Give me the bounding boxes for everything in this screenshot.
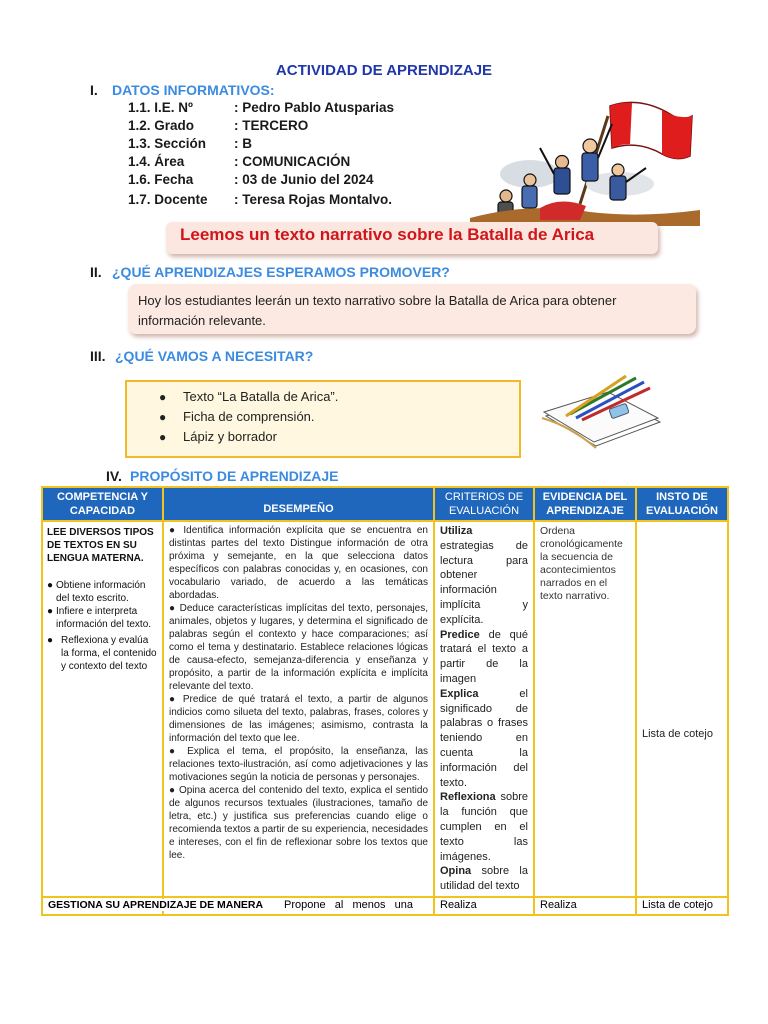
activity-banner: Leemos un texto narrativo sobre la Batalla de Arica bbox=[166, 222, 658, 254]
section-3-number: III. bbox=[90, 348, 106, 364]
document-title: ACTIVIDAD DE APRENDIZAJE bbox=[275, 62, 493, 79]
info-label: 1.4. Área bbox=[128, 154, 185, 169]
section-4-title: PROPÓSITO DE APRENDIZAJE bbox=[130, 468, 339, 484]
header-evidencia: EVIDENCIA DEL APRENDIZAJE bbox=[534, 487, 636, 521]
criterio-item: Reflexiona sobre la función que cumplen en el texto las imágenes. bbox=[440, 791, 528, 863]
material-item: ● Ficha de comprensión. bbox=[183, 407, 338, 427]
desempeno-item: ● Explica el tema, el propósito, la enseñanza, las relaciones texto-ilustración, así como adjetivaciones y las motivaciones según la noticia de personas y personajes. bbox=[169, 746, 429, 783]
info-row-grado bbox=[128, 118, 309, 133]
table-header-row bbox=[42, 487, 728, 521]
bullet-icon: ● bbox=[159, 390, 167, 404]
battle-illustration bbox=[470, 84, 700, 226]
section-2-title: ¿QUÉ APRENDIZAJES ESPERAMOS PROMOVER? bbox=[112, 264, 450, 280]
section-3-title: ¿QUÉ VAMOS A NECESITAR? bbox=[115, 348, 314, 364]
last-row-desempeno: Propone al menos una bbox=[163, 897, 434, 915]
pencils-paper-illustration bbox=[540, 372, 664, 450]
desempeno-item: ● Predice de qué tratará el texto, a partir de algunos indicios como silueta del texto, palabras, frases, colores y dimensiones de las imágenes; asimismo, contrasta la información del texto que lee. bbox=[169, 694, 429, 744]
desempeno-item: ● Identifica información explícita que se encuentra en distintas partes del texto Distingue información de otra próxima y semejante, en la que selecciona datos específicos con palabras conocidas y, en ocasiones, con vocabulario variado, de acuerdo a las temáticas abordadas. bbox=[169, 525, 428, 601]
last-row-competencia: GESTIONA SU APRENDIZAJE DE MANERA bbox=[42, 897, 163, 915]
info-value: : COMUNICACIÓN bbox=[234, 154, 351, 169]
table-row bbox=[42, 897, 728, 915]
competencia-title: LEE DIVERSOS TIPOS DE TEXTOS EN SU LENGUA MATERNA. bbox=[47, 527, 154, 564]
bullet-icon: ● bbox=[159, 410, 167, 424]
capacidad-item: ● Obtiene información del texto escrito. bbox=[47, 580, 146, 604]
table-row bbox=[42, 521, 728, 897]
info-label: 1.3. Sección bbox=[128, 136, 207, 151]
info-row-ie bbox=[128, 100, 395, 115]
instrumento-cell bbox=[636, 521, 728, 897]
purpose-box: Hoy los estudiantes leerán un texto narrativo sobre la Batalla de Arica para obtener información relevante. bbox=[128, 284, 696, 334]
capacidad-item: ● Reflexiona y evalúa la forma, el contenido y contexto del texto bbox=[47, 635, 157, 672]
criterio-item: Utiliza estrategias de lectura para obtener información implícita y explícita. bbox=[440, 525, 528, 626]
info-label: 1.2. Grado bbox=[128, 118, 195, 133]
info-value: : 03 de Junio del 2024 bbox=[234, 172, 374, 187]
bullet-icon: ● bbox=[159, 430, 167, 444]
material-item: ● Lápiz y borrador bbox=[183, 427, 338, 447]
criterio-item: Explica el significado de palabras o frases teniendo en cuenta la información del texto. bbox=[440, 687, 528, 789]
info-row-area bbox=[128, 154, 351, 169]
info-label: 1.6. Fecha bbox=[128, 172, 194, 187]
desempeno-cell bbox=[163, 521, 434, 897]
info-value: : Teresa Rojas Montalvo. bbox=[234, 192, 393, 207]
learning-purpose-table bbox=[41, 486, 729, 916]
info-label: 1.1. I.E. Nº bbox=[128, 100, 193, 115]
section-4-heading bbox=[106, 468, 338, 484]
info-row-fecha bbox=[128, 172, 374, 187]
info-row-docente bbox=[128, 192, 393, 207]
criterio-item: Opina sobre la utilidad del texto bbox=[440, 865, 528, 893]
materials-box bbox=[125, 380, 521, 458]
info-value: : TERCERO bbox=[234, 118, 309, 133]
info-label: 1.7. Docente bbox=[128, 192, 208, 207]
info-value: : Pedro Pablo Atusparias bbox=[234, 100, 395, 115]
section-2-heading bbox=[90, 264, 450, 280]
section-1-number: I. bbox=[90, 82, 98, 98]
evidencia-cell: Ordena cronológicamente la secuencia de acontecimientos narrados en el texto narrativo. bbox=[534, 521, 636, 897]
section-3-heading bbox=[90, 348, 313, 364]
competencia-cell bbox=[42, 521, 163, 897]
section-1-title: DATOS INFORMATIVOS: bbox=[112, 82, 275, 98]
last-row-criterio: Realiza bbox=[434, 897, 534, 915]
section-2-number: II. bbox=[90, 264, 102, 280]
last-row-instrumento: Lista de cotejo bbox=[636, 897, 728, 915]
header-criterios: CRITERIOS DE EVALUACIÓN bbox=[434, 487, 534, 521]
header-instrumento: INSTO DE EVALUACIÓN bbox=[636, 487, 728, 521]
materials-list bbox=[159, 387, 339, 447]
last-row-evidencia: Realiza bbox=[534, 897, 636, 915]
section-1-heading bbox=[90, 82, 275, 98]
capacidad-item: ● Infiere e interpreta información del texto. bbox=[47, 606, 152, 630]
info-row-seccion bbox=[128, 136, 252, 151]
section-4-number: IV. bbox=[106, 468, 122, 484]
material-item: ● Texto “La Batalla de Arica”. bbox=[183, 387, 338, 407]
criterios-cell bbox=[434, 521, 534, 897]
header-desempeno: DESEMPEÑO bbox=[163, 487, 434, 521]
info-value: : B bbox=[234, 136, 252, 151]
desempeno-item: ● Opina acerca del contenido del texto, explica el sentido de algunos recursos textuales (ilustraciones, tamaño de letra, etc.) y justifica sus preferencias cuando elige o recomienda textos a partir de su experiencia, necesidades e intereses, con el fin de reflexionar sobre los textos que lee. bbox=[169, 785, 429, 861]
header-competencia: COMPETENCIA Y CAPACIDAD bbox=[42, 487, 163, 521]
desempeno-item: ● Deduce características implícitas del texto, personajes, animales, objetos y lugares, y determina el significado de palabras según el contexto y hace comparaciones; así como el tema y destinatario. Establece relaciones lógicas de causa-efecto, semejanza-diferencia y enseñanza y propósito, a partir de la información explícita e implícita relevante del texto. bbox=[169, 603, 429, 692]
instrumento-text: Lista de cotejo bbox=[642, 728, 713, 741]
criterio-item: Predice de qué tratará el texto a partir de la imagen bbox=[440, 628, 528, 685]
